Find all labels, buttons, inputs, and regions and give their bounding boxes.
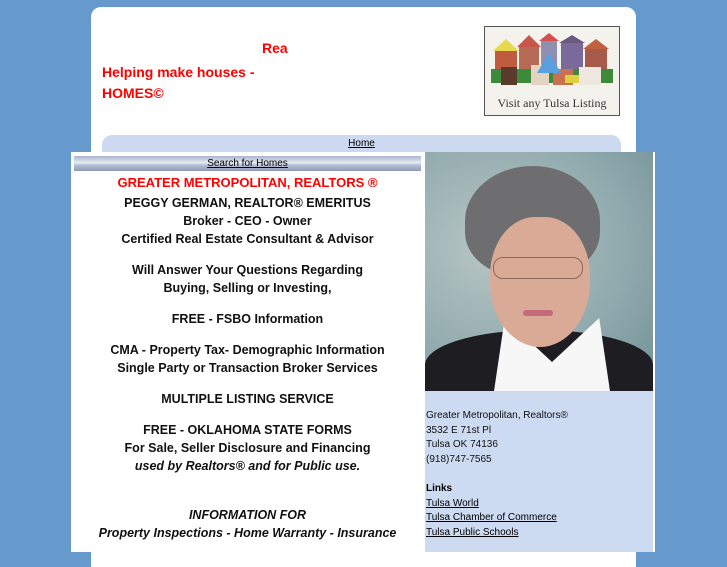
questions-line-1: Will Answer Your Questions Regarding (132, 263, 363, 277)
address-street: 3532 E 71st Pl (426, 424, 492, 436)
link-tulsa-public-schools[interactable]: Tulsa Public Schools (426, 526, 519, 538)
banner-caption: Visit any Tulsa Listing (497, 96, 607, 110)
broker-services: Single Party or Transaction Broker Services (117, 361, 378, 375)
agent-name: PEGGY GERMAN, REALTOR® EMERITUS (124, 196, 371, 210)
cma-info: CMA - Property Tax- Demographic Information (110, 343, 385, 357)
link-tulsa-world[interactable]: Tulsa World (426, 497, 479, 509)
agent-credential: Certified Real Estate Consultant & Advisor (121, 232, 374, 246)
main-column (71, 152, 424, 542)
nav-home-link[interactable]: Home (348, 138, 375, 149)
sidebar (425, 152, 653, 552)
portrait-photo (425, 152, 653, 391)
address-phone: (918)747-7565 (426, 453, 492, 465)
site-title-fragment: Rea (262, 40, 288, 56)
agent-role: Broker - CEO - Owner (183, 214, 312, 228)
search-bar (74, 156, 421, 171)
links-heading: Links (426, 483, 453, 494)
address-city: Tulsa OK 74136 (426, 439, 498, 450)
address-company: Greater Metropolitan, Realtors® (426, 410, 568, 421)
information-for-heading: INFORMATION FOR (188, 508, 307, 522)
mls-heading: MULTIPLE LISTING SERVICE (161, 392, 334, 406)
state-forms-heading: FREE - OKLAHOMA STATE FORMS (143, 423, 352, 437)
questions-line-2: Buying, Selling or Investing, (163, 281, 332, 295)
content-area (71, 152, 655, 552)
site-tagline: Helping make houses - HOMES© (102, 64, 255, 101)
search-for-homes-link[interactable]: Search for Homes (207, 158, 288, 169)
main-text (71, 174, 424, 542)
visit-tulsa-listing-banner[interactable] (484, 26, 620, 116)
office-address (425, 391, 653, 467)
state-forms-detail: For Sale, Seller Disclosure and Financing (124, 441, 371, 455)
houses-illustration-icon (491, 33, 613, 89)
fsbo-info: FREE - FSBO Information (171, 312, 324, 326)
information-items: Property Inspections - Home Warranty - Insurance (98, 526, 397, 540)
sidebar-edge (653, 152, 655, 552)
link-tulsa-chamber[interactable]: Tulsa Chamber of Commerce (426, 512, 557, 523)
state-forms-use: used by Realtors® and for Public use. (134, 459, 361, 473)
links-list (425, 467, 653, 540)
company-name: GREATER METROPOLITAN, REALTORS ® (117, 175, 378, 190)
